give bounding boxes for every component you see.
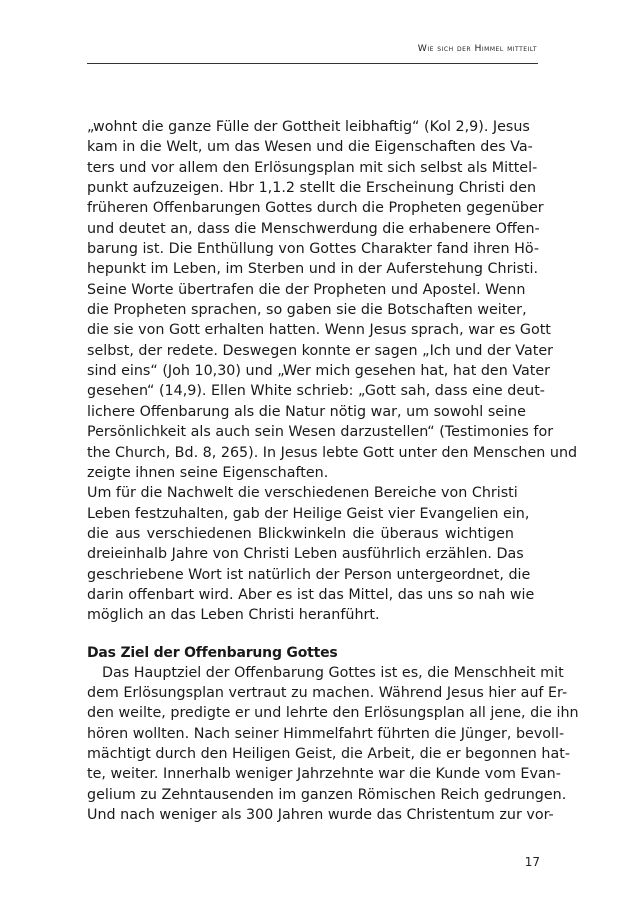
text-line: Persönlichkeit als auch sein Wesen darzustellen“ (Testimonies for: [87, 424, 554, 441]
text-line: möglich an das Leben Christi heranführt.: [87, 607, 380, 624]
text-line: die sie von Gott erhalten hatten. Wenn Jesus sprach, war es Gott: [87, 322, 551, 339]
text-line: dem Erlösungsplan vertraut zu machen. Während Jesus hier auf Er-: [87, 684, 568, 701]
text-line: den weilte, predigte er und lehrte den Erlösungsplan all jene, die ihn: [87, 705, 579, 722]
text-line: früheren Offenbarungen Gottes durch die Propheten gegenüber: [87, 200, 544, 217]
text-line: sind eins“ (Joh 10,30) und „Wer mich gesehen hat, hat den Vater: [87, 363, 551, 380]
text-line: mächtigt durch den Heiligen Geist, die Arbeit, die er begonnen hat-: [87, 745, 570, 762]
text-line: Um für die Nachwelt die verschiedenen Bereiche von Christi: [87, 485, 518, 502]
paragraph-1: [87, 117, 578, 483]
paragraph-3: [87, 663, 579, 826]
text-line: die Propheten sprachen, so gaben sie die Botschaften weiter,: [87, 302, 527, 319]
text-line: und deutet an, dass die Menschwerdung die erhabenere Offen-: [87, 220, 540, 237]
body-text: [87, 117, 579, 825]
text-line: te, weiter. Innerhalb weniger Jahrzehnte war die Kunde vom Evan-: [87, 766, 561, 783]
text-line: dreieinhalb Jahre von Christi Leben ausführlich erzählen. Das: [87, 546, 524, 563]
section-spacer: [87, 626, 514, 643]
text-line: Leben festzuhalten, gab der Heilige Geist vier Evangelien ein,: [87, 505, 530, 522]
text-line: Und nach weniger als 300 Jahren wurde das Christentum zur vor-: [87, 807, 554, 823]
text-line: hepunkt im Leben, im Sterben und in der Auferstehung Christi.: [87, 261, 539, 278]
text-line: darin offenbart wird. Aber es ist das Mittel, das uns so nah wie: [87, 586, 535, 603]
text-line: barung ist. Die Enthüllung von Gottes Charakter fand ihren Hö-: [87, 241, 539, 258]
text-line: Das Hauptziel der Offenbarung Gottes ist es, die Menschheit mit: [102, 664, 564, 681]
text-line: zeigte ihnen seine Eigenschaften.: [87, 464, 329, 481]
text-line: ters und vor allem den Erlösungsplan mit sich selbst als Mittel-: [87, 159, 538, 176]
section-heading: Das Ziel der Offenbarung Gottes: [87, 644, 338, 661]
text-line: punkt aufzuzeigen. Hbr 1,1.2 stellt die Erscheinung Christi den: [87, 180, 537, 197]
text-line: „wohnt die ganze Fülle der Gottheit leibhaftig“ (Kol 2,9). Jesus: [87, 119, 530, 135]
text-line: Seine Worte übertrafen die der Propheten und Apostel. Wenn: [87, 281, 526, 298]
text-line: the Church, Bd. 8, 265). In Jesus lebte Gott unter den Menschen und: [87, 444, 578, 461]
paragraph-2: [87, 483, 535, 625]
text-line: kam in die Welt, um das Wesen und die Eigenschaften des Va-: [87, 139, 533, 156]
page-number: 17: [524, 855, 540, 869]
header-rule: [87, 63, 538, 64]
text-line: gesehen“ (14,9). Ellen White schrieb: „Gott sah, dass eine deut-: [87, 383, 545, 400]
text-line: die aus verschiedenen Blickwinkeln die überaus wichtigen: [87, 525, 514, 542]
text-line: geschriebene Wort ist natürlich der Person untergeordnet, die: [87, 566, 531, 583]
running-head: Wie sich der Himmel mitteilt: [417, 43, 537, 54]
text-line: hören wollten. Nach seiner Himmelfahrt führten die Jünger, bevoll-: [87, 725, 565, 742]
text-line: lichere Offenbarung als die Natur nötig war, um sowohl seine: [87, 403, 526, 420]
text-line: gelium zu Zehntausenden im ganzen Römischen Reich gedrungen.: [87, 786, 567, 803]
text-line: selbst, der redete. Deswegen konnte er sagen „Ich und der Vater: [87, 342, 553, 359]
